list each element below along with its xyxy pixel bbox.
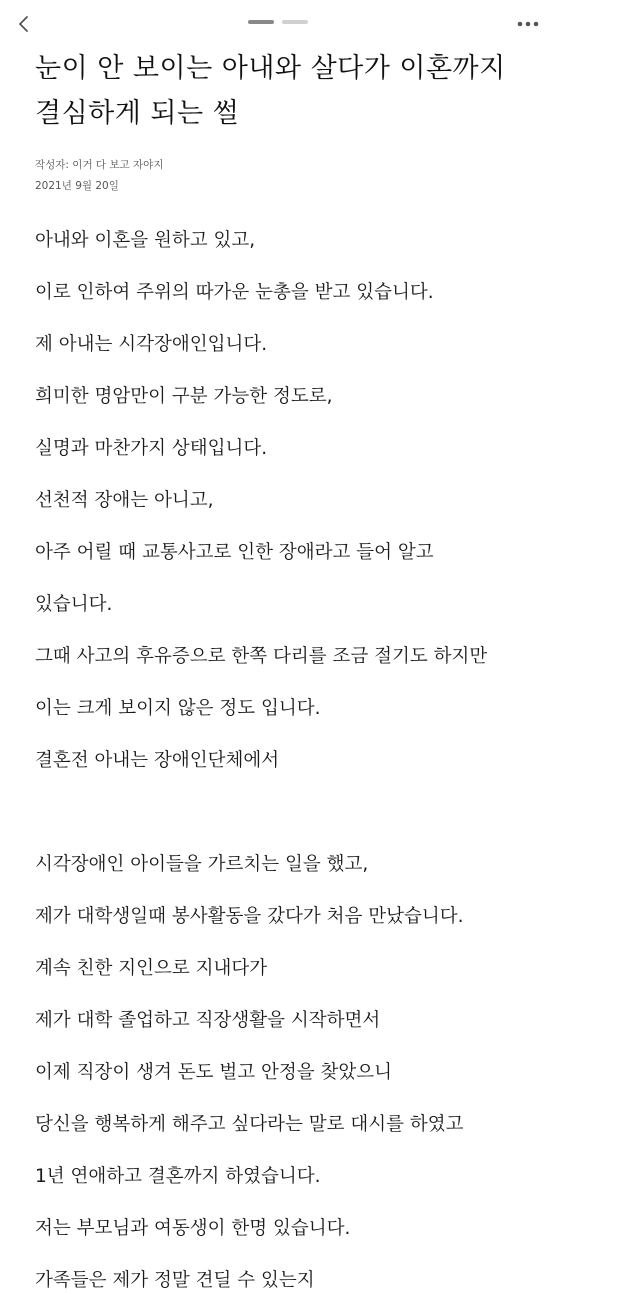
paragraph: 이는 크게 보이지 않은 정도 입니다.: [35, 698, 321, 719]
back-button[interactable]: [10, 10, 38, 38]
paragraph: 선천적 장애는 아니고,: [35, 490, 214, 511]
paragraph: 실명과 마찬가지 상태입니다.: [35, 438, 268, 459]
more-button[interactable]: [514, 12, 542, 36]
article-author: 작성자: 이거 다 보고 자야지: [35, 159, 164, 171]
paragraph: 계속 친한 지인으로 지내다가: [35, 958, 268, 979]
paragraph: 시각장애인 아이들을 가르치는 일을 했고,: [35, 854, 369, 875]
title-line: 눈이 안 보이는 아내와 살다가 이혼까지: [35, 53, 506, 84]
paragraph: 가족들은 제가 정말 견딜 수 있는지: [35, 1270, 315, 1291]
page-indicator: [248, 20, 308, 24]
paragraph: 제 아내는 시각장애인입니다.: [35, 334, 268, 355]
more-horizontal-icon: [517, 21, 539, 27]
paragraph: 있습니다.: [35, 594, 113, 615]
paragraph: 희미한 명암만이 구분 가능한 정도로,: [35, 386, 333, 407]
paragraph: 저는 부모님과 여동생이 한명 있습니다.: [35, 1218, 351, 1239]
paragraph: 그때 사고의 후유증으로 한쪽 다리를 조금 절기도 하지만: [35, 646, 488, 667]
article-title: [35, 46, 535, 136]
article-date: 2021년 9월 20일: [35, 180, 119, 192]
chevron-left-icon: [17, 15, 31, 33]
paragraph: 결혼전 아내는 장애인단체에서: [35, 750, 280, 771]
paragraph: 이로 인하여 주위의 따가운 눈총을 받고 있습니다.: [35, 282, 434, 303]
top-bar: [0, 0, 640, 48]
article-body: [35, 228, 595, 1294]
paragraph: 이제 직장이 생겨 돈도 벌고 안정을 찾았으니: [35, 1062, 392, 1083]
paragraph: 제가 대학 졸업하고 직장생활을 시작하면서: [35, 1010, 381, 1031]
page-dot: [282, 20, 308, 24]
paragraph: 1년 연애하고 결혼까지 하였습니다.: [35, 1166, 321, 1187]
paragraph: 당신을 행복하게 해주고 싶다라는 말로 대시를 하였고: [35, 1114, 464, 1135]
title-line: 결심하게 되는 썰: [35, 98, 240, 129]
paragraph: 아내와 이혼을 원하고 있고,: [35, 230, 256, 251]
paragraph: 아주 어릴 때 교통사고로 인한 장애라고 들어 알고: [35, 542, 434, 563]
paragraph: 제가 대학생일때 봉사활동을 갔다가 처음 만났습니다.: [35, 906, 464, 927]
page-dot-active: [248, 20, 274, 24]
